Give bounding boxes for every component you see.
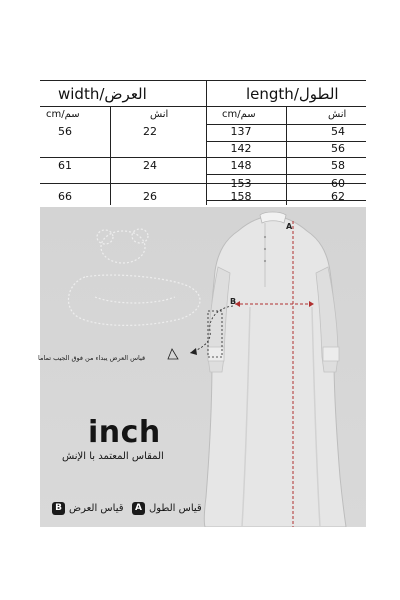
size-table xyxy=(40,80,366,205)
measure-note: قياس العرض يبداء من فوق الجيب تماما xyxy=(38,354,146,362)
length-inch-cell: 60 xyxy=(331,177,345,190)
width-inch-subheader: انش xyxy=(150,109,169,120)
key-width-label: قياس العرض xyxy=(69,503,124,514)
point-a-label: A xyxy=(286,222,293,231)
length-inch-cell: 54 xyxy=(331,125,345,138)
badge-a: A xyxy=(132,502,145,515)
width-cm-subheader: cm/سم xyxy=(46,109,80,120)
length-inch-cell: 56 xyxy=(331,142,345,155)
width-cm-cell: 66 xyxy=(58,190,72,203)
thobe-illustration xyxy=(40,207,366,527)
table-rule xyxy=(206,80,207,205)
length-inch-cell: 58 xyxy=(331,159,345,172)
teddy-outline-icon xyxy=(68,229,200,325)
table-rule xyxy=(286,106,287,205)
length-cm-cell: 148 xyxy=(230,159,252,172)
width-header: width/العرض xyxy=(58,85,147,103)
length-cm-cell: 142 xyxy=(230,142,252,155)
length-cm-cell: 153 xyxy=(230,177,252,190)
table-rule xyxy=(110,106,111,205)
length-cm-cell: 158 xyxy=(230,190,252,203)
length-cm-cell: 137 xyxy=(230,125,252,138)
key-width xyxy=(52,502,124,515)
inch-title: inch xyxy=(88,415,161,450)
product-photo xyxy=(40,207,366,527)
key-length-label: قياس الطول xyxy=(149,503,202,514)
length-inch-subheader: انش xyxy=(328,109,347,120)
length-header: length/الطول xyxy=(246,85,339,103)
inch-subtitle: المقاس المعتمد با الإنش xyxy=(62,451,164,462)
width-cm-cell: 61 xyxy=(58,159,72,172)
key-length xyxy=(132,502,202,515)
thobe-right-cuff xyxy=(323,347,339,361)
width-inch-cell: 22 xyxy=(143,125,157,138)
table-rule xyxy=(40,106,366,107)
badge-b: B xyxy=(52,502,65,515)
width-inch-cell: 24 xyxy=(143,159,157,172)
point-b-label: B xyxy=(230,297,237,306)
table-rule xyxy=(40,157,366,158)
table-rule xyxy=(40,80,366,81)
width-cm-cell: 56 xyxy=(58,125,72,138)
length-inch-cell: 62 xyxy=(331,190,345,203)
length-cm-subheader: cm/سم xyxy=(222,109,256,120)
width-inch-cell: 26 xyxy=(143,190,157,203)
